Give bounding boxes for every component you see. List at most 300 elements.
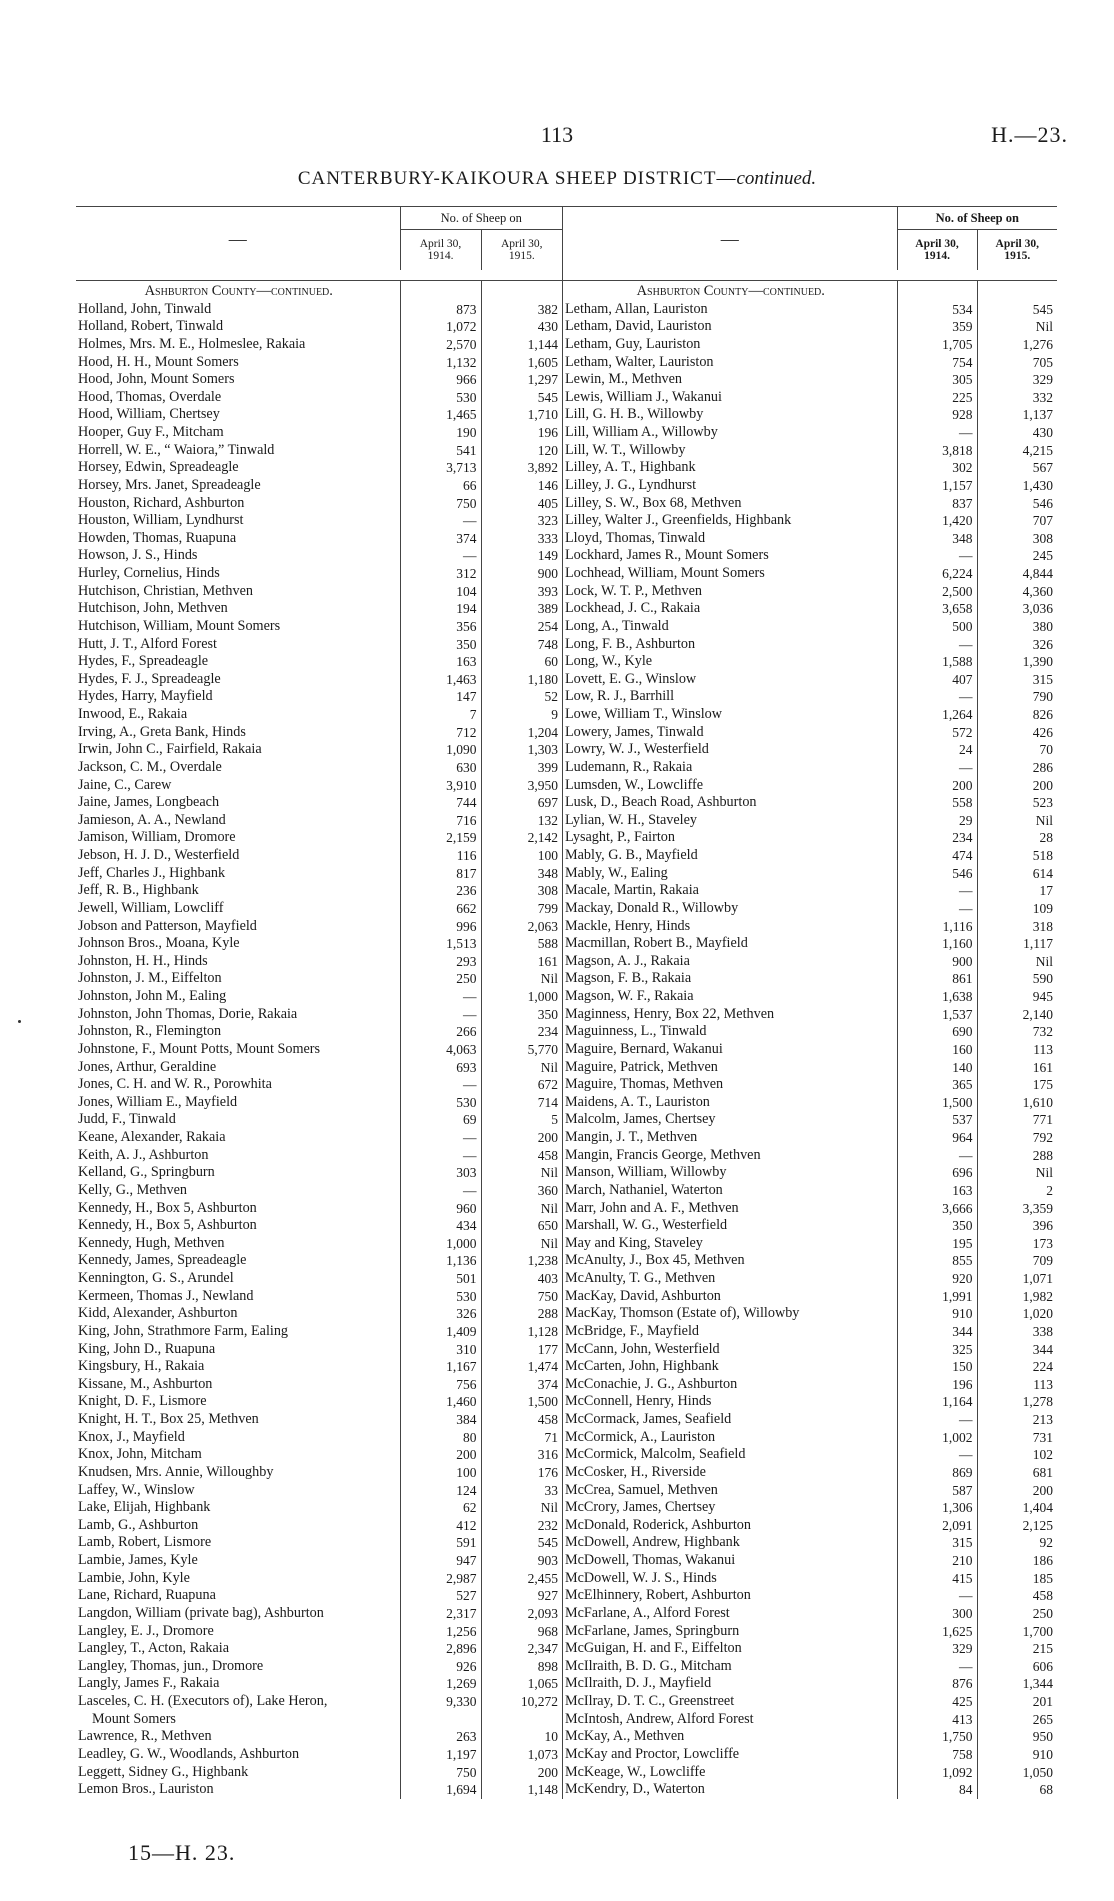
owner-name: Lemon Bros., Lauriston — [78, 1781, 214, 1798]
table-row — [76, 900, 562, 918]
table-row — [563, 1446, 1057, 1464]
sheep-1915: 3,359 — [977, 1200, 1057, 1218]
left-column — [76, 206, 562, 1799]
sheep-1915: 344 — [977, 1341, 1057, 1359]
owner-name: Lovett, E. G., Winslow — [565, 670, 697, 687]
sheep-1914: — — [400, 1129, 481, 1147]
owner-name: Lamb, G., Ashburton — [78, 1516, 199, 1533]
sheep-1915: 748 — [481, 636, 562, 654]
sheep-1914 — [400, 1711, 481, 1729]
owner-name: Inwood, E., Rakaia — [78, 706, 188, 722]
table-row — [563, 1711, 1057, 1729]
owner-name: Magson, A. J., Rakaia — [565, 952, 690, 969]
table-row — [76, 741, 562, 759]
sheep-1914: 350 — [400, 636, 481, 654]
sheep-1914: 1,638 — [897, 988, 977, 1006]
sheep-1914: 960 — [400, 1200, 481, 1218]
table-row — [76, 1587, 562, 1605]
table-row — [563, 477, 1057, 495]
table-row — [563, 829, 1057, 847]
owner-name: McCormick, A., Lauriston — [565, 1428, 716, 1445]
owner-name: Horsey, Edwin, Spreadeagle — [78, 459, 239, 476]
owner-name: Irwin, John C., Fairfield, Rakaia — [78, 741, 262, 758]
section-blank — [897, 281, 977, 301]
sheep-1914: 3,910 — [400, 777, 481, 795]
sheep-1915: 900 — [481, 565, 562, 583]
table-row — [76, 354, 562, 372]
sheep-1915: 968 — [481, 1623, 562, 1641]
sheep-1915: 17 — [977, 882, 1057, 900]
sheep-1914: 415 — [897, 1570, 977, 1588]
sheep-1915: Nil — [977, 1164, 1057, 1182]
sheep-1915: 10,272 — [481, 1693, 562, 1711]
sheep-1915: 799 — [481, 900, 562, 918]
owner-name: Hydes, F. J., Spreadeagle — [78, 670, 221, 687]
owner-name: Lilley, J. G., Lyndhurst — [565, 476, 697, 493]
owner-name: Lysaght, P., Fairton — [565, 829, 675, 846]
owner-name: McConachie, J. G., Ashburton — [565, 1375, 738, 1392]
table-row — [563, 1464, 1057, 1482]
right-table-body — [563, 281, 1057, 1799]
owner-name: Hooper, Guy F., Mitcham — [78, 424, 224, 440]
sheep-1914: 1,197 — [400, 1746, 481, 1764]
table-row — [76, 812, 562, 830]
sheep-1915: 4,215 — [977, 442, 1057, 460]
sheep-1914: 855 — [897, 1252, 977, 1270]
owner-name: McCrory, James, Chertsey — [565, 1499, 716, 1516]
table-row — [563, 424, 1057, 442]
table-row — [563, 1623, 1057, 1641]
table-row — [76, 1570, 562, 1588]
owner-name: Houston, William, Lyndhurst — [78, 512, 244, 529]
table-row — [563, 688, 1057, 706]
sheep-1915: 458 — [481, 1147, 562, 1165]
table-row — [563, 336, 1057, 354]
sheep-1914: 534 — [897, 301, 977, 319]
table-row — [563, 847, 1057, 865]
sheep-1915: 1,404 — [977, 1499, 1057, 1517]
owner-name: Holmes, Mrs. M. E., Holmeslee, Rakaia — [78, 335, 306, 352]
owner-name: Knox, J., Mayfield — [78, 1428, 185, 1445]
table-row — [563, 371, 1057, 389]
table-row — [76, 1411, 562, 1429]
sheep-1914: 756 — [400, 1376, 481, 1394]
sheep-1915: 1,020 — [977, 1305, 1057, 1323]
sheep-1915: 1,073 — [481, 1746, 562, 1764]
table-row — [563, 970, 1057, 988]
table-row — [76, 1323, 562, 1341]
sheep-1914: 926 — [400, 1658, 481, 1676]
owner-name: Knight, H. T., Box 25, Methven — [78, 1411, 259, 1427]
sheep-1914: — — [897, 900, 977, 918]
table-row — [76, 1358, 562, 1376]
table-row — [76, 1640, 562, 1658]
sheep-1914: — — [897, 547, 977, 565]
sheep-1914: 104 — [400, 583, 481, 601]
sheep-1915: 790 — [977, 688, 1057, 706]
table-row — [563, 318, 1057, 336]
table-row — [76, 459, 562, 477]
sheep-1915: 518 — [977, 847, 1057, 865]
sheep-1915: 250 — [977, 1605, 1057, 1623]
sheep-1915: 709 — [977, 1252, 1057, 1270]
owner-name: Kennington, G. S., Arundel — [78, 1270, 234, 1286]
sheep-1914: 303 — [400, 1164, 481, 1182]
sheep-1914: 1,160 — [897, 935, 977, 953]
owner-name: McIlraith, D. J., Mayfield — [565, 1675, 712, 1692]
sheep-1914: 147 — [400, 688, 481, 706]
sheep-1915: 234 — [481, 1023, 562, 1041]
sheep-1914: 434 — [400, 1217, 481, 1235]
sheep-1915: 1,050 — [977, 1764, 1057, 1782]
sheep-1915: 405 — [481, 495, 562, 513]
table-row — [76, 1711, 562, 1729]
owner-name: Manson, William, Willowby — [565, 1164, 727, 1181]
owner-name: Hood, John, Mount Somers — [78, 371, 235, 388]
table-row — [76, 1623, 562, 1641]
table-row — [563, 812, 1057, 830]
owner-name: Hutchison, William, Mount Somers — [78, 617, 281, 634]
owner-name: Johnston, John M., Ealing — [78, 988, 227, 1004]
sheep-1915: 100 — [481, 847, 562, 865]
sheep-1915: 1,710 — [481, 406, 562, 424]
sheep-1914: 630 — [400, 759, 481, 777]
table-row — [76, 495, 562, 513]
sheep-1915: 771 — [977, 1111, 1057, 1129]
header-group: No. of Sheep on — [897, 207, 1057, 230]
owner-name: Langley, Thomas, jun., Dromore — [78, 1657, 264, 1674]
sheep-1915: Nil — [977, 953, 1057, 971]
owner-name: Kissane, M., Ashburton — [78, 1375, 213, 1392]
table-row — [563, 1358, 1057, 1376]
owner-name: Johnston, John Thomas, Dorie, Rakaia — [78, 1005, 298, 1022]
left-table-body — [76, 281, 562, 1799]
owner-name: Hydes, F., Spreadeagle — [78, 653, 209, 670]
sheep-1914: 234 — [897, 829, 977, 847]
owner-name: Maguire, Bernard, Wakanui — [565, 1040, 723, 1057]
sheep-1915: 2,142 — [481, 829, 562, 847]
sheep-1915: 650 — [481, 1217, 562, 1235]
sheep-1914: 190 — [400, 424, 481, 442]
sheep-1915: 458 — [481, 1411, 562, 1429]
table-row — [563, 1605, 1057, 1623]
section-heading-row — [76, 281, 562, 301]
sheep-1914: 384 — [400, 1411, 481, 1429]
table-row — [76, 1517, 562, 1535]
owner-name: Mangin, J. T., Methven — [565, 1129, 698, 1145]
table-row — [76, 636, 562, 654]
owner-name: May and King, Staveley — [565, 1234, 703, 1251]
table-row — [76, 1658, 562, 1676]
table-row — [76, 794, 562, 812]
sheep-1915: 545 — [481, 1534, 562, 1552]
sheep-1914: 150 — [897, 1358, 977, 1376]
table-row — [563, 547, 1057, 565]
sheep-1915: 113 — [977, 1041, 1057, 1059]
owner-name: Langly, James F., Rakaia — [78, 1675, 220, 1692]
owner-name: Lilley, A. T., Highbank — [565, 459, 696, 476]
header-1914 — [897, 230, 977, 271]
sheep-1915: 1,128 — [481, 1323, 562, 1341]
sheep-1914: 1,500 — [897, 1094, 977, 1112]
sheep-1914: 712 — [400, 724, 481, 742]
header-rule — [76, 270, 562, 281]
sheep-1915: 1,144 — [481, 336, 562, 354]
table-row — [563, 530, 1057, 548]
sheep-1914: 1,116 — [897, 918, 977, 936]
sheep-1914: 1,092 — [897, 1764, 977, 1782]
table-row — [563, 1640, 1057, 1658]
owner-name: Mackle, Henry, Hinds — [565, 917, 691, 934]
sheep-1914: 6,224 — [897, 565, 977, 583]
table-row — [76, 1376, 562, 1394]
section-blank — [400, 281, 481, 301]
section-blank — [481, 281, 562, 301]
owner-name: Jobson and Patterson, Mayfield — [78, 917, 257, 934]
sheep-1915: 380 — [977, 618, 1057, 636]
owner-name: Leggett, Sidney G., Highbank — [78, 1763, 249, 1780]
owner-name: Low, R. J., Barrhill — [565, 688, 675, 705]
table-row — [76, 1164, 562, 1182]
owner-name: King, John, Strathmore Farm, Ealing — [78, 1322, 289, 1339]
owner-name: Long, W., Kyle — [565, 653, 653, 670]
table-row — [76, 688, 562, 706]
sheep-1915: Nil — [977, 318, 1057, 336]
sheep-1915: 1,065 — [481, 1675, 562, 1693]
table-row — [76, 1534, 562, 1552]
sheep-1914: 1,460 — [400, 1393, 481, 1411]
table-row — [563, 600, 1057, 618]
sheep-1915: 201 — [977, 1693, 1057, 1711]
sheep-1915: 3,892 — [481, 459, 562, 477]
header-1914-line2: 1914. — [427, 250, 454, 262]
sheep-1915: 588 — [481, 935, 562, 953]
sheep-1915: 903 — [481, 1552, 562, 1570]
sheep-1914: — — [897, 1587, 977, 1605]
sheep-1915: 545 — [977, 301, 1057, 319]
sheep-1914: 861 — [897, 970, 977, 988]
sheep-1915: 146 — [481, 477, 562, 495]
sheep-1914: 696 — [897, 1164, 977, 1182]
sheep-1914: 348 — [897, 530, 977, 548]
owner-name: Lake, Elijah, Highbank — [78, 1499, 211, 1516]
owner-name: Horrell, W. E., “ Waiora,” Tinwald — [78, 441, 275, 458]
owner-name: Lowery, James, Tinwald — [565, 723, 704, 740]
sheep-1914: 716 — [400, 812, 481, 830]
owner-name: Lowry, W. J., Westerfield — [565, 741, 709, 758]
sheep-1915: Nil — [481, 1499, 562, 1517]
owner-name: Lambie, James, Kyle — [78, 1552, 198, 1568]
title-main: CANTERBURY-KAIKOURA SHEEP DISTRICT— — [297, 168, 737, 189]
table-row — [76, 829, 562, 847]
sheep-1914: 3,713 — [400, 459, 481, 477]
sheep-1914: 966 — [400, 371, 481, 389]
sheep-1914: 124 — [400, 1482, 481, 1500]
sheep-1915: 426 — [977, 724, 1057, 742]
sheep-1914: 1,463 — [400, 671, 481, 689]
owner-name: Lill, William A., Willowby — [565, 424, 718, 440]
table-row — [76, 1076, 562, 1094]
sheep-1914: 1,090 — [400, 741, 481, 759]
owner-name: Maginness, Henry, Box 22, Methven — [565, 1005, 775, 1022]
sheep-1915: 523 — [977, 794, 1057, 812]
sheep-1915: 614 — [977, 865, 1057, 883]
table-row — [563, 1129, 1057, 1147]
table-row — [563, 1411, 1057, 1429]
table-row — [76, 1235, 562, 1253]
table-row — [76, 1446, 562, 1464]
table-row — [563, 671, 1057, 689]
sheep-1914: 413 — [897, 1711, 977, 1729]
owner-name: Jones, William E., Mayfield — [78, 1093, 238, 1110]
sheep-1914: 300 — [897, 1605, 977, 1623]
sheep-1915: 697 — [481, 794, 562, 812]
owner-name: Maguire, Patrick, Methven — [565, 1058, 718, 1075]
sheep-1914: 2,091 — [897, 1517, 977, 1535]
sheep-1915: Nil — [977, 812, 1057, 830]
sheep-1915: 333 — [481, 530, 562, 548]
sheep-1914: 587 — [897, 1482, 977, 1500]
sheep-1915: 2,063 — [481, 918, 562, 936]
sheep-1914: 817 — [400, 865, 481, 883]
owner-name: Long, F. B., Ashburton — [565, 635, 696, 652]
owner-name: Kennedy, James, Spreadeagle — [78, 1252, 247, 1269]
table-row — [76, 1693, 562, 1711]
table-row — [76, 1764, 562, 1782]
sheep-1914: 1,157 — [897, 477, 977, 495]
sheep-1915: 224 — [977, 1358, 1057, 1376]
table-row — [563, 1429, 1057, 1447]
table-row — [563, 1499, 1057, 1517]
table-row — [76, 882, 562, 900]
table-row — [76, 583, 562, 601]
owner-name: Lilley, S. W., Box 68, Methven — [565, 494, 742, 511]
owner-name: McFarlane, James, Springburn — [565, 1622, 740, 1639]
header-1914-line1: April 30, — [915, 238, 959, 250]
table-row — [563, 741, 1057, 759]
owner-name: Hood, H. H., Mount Somers — [78, 353, 239, 370]
header-group: No. of Sheep on — [400, 207, 562, 230]
table-row — [563, 1658, 1057, 1676]
owner-name: Langdon, William (private bag), Ashburton — [78, 1604, 324, 1621]
table-row — [563, 653, 1057, 671]
sheep-1914: 163 — [400, 653, 481, 671]
sheep-1915: 288 — [977, 1147, 1057, 1165]
table-row — [563, 389, 1057, 407]
header-1915 — [481, 230, 562, 271]
table-row — [563, 565, 1057, 583]
sheep-1915: 316 — [481, 1446, 562, 1464]
owner-name: Marr, John and A. F., Methven — [565, 1199, 739, 1216]
sheep-1915: 374 — [481, 1376, 562, 1394]
table-row — [76, 442, 562, 460]
sheep-1914: 310 — [400, 1341, 481, 1359]
sheep-1914: 744 — [400, 794, 481, 812]
table-row — [563, 1059, 1057, 1077]
sheep-1915: 707 — [977, 512, 1057, 530]
sheep-1915: 1,204 — [481, 724, 562, 742]
sheep-1915: 132 — [481, 812, 562, 830]
sheep-1915: Nil — [481, 1059, 562, 1077]
sheep-1915: 2,455 — [481, 1570, 562, 1588]
sheep-1915: 792 — [977, 1129, 1057, 1147]
sheep-1914: 315 — [897, 1534, 977, 1552]
sheep-1914: 225 — [897, 389, 977, 407]
owner-name: Lasceles, C. H. (Executors of), Lake Heron, — [78, 1693, 328, 1709]
sheep-1914: 2,500 — [897, 583, 977, 601]
sheep-1915 — [481, 1711, 562, 1729]
section-heading: Ashburton County—continued. — [144, 283, 333, 299]
sheep-1914: 62 — [400, 1499, 481, 1517]
table-row — [563, 442, 1057, 460]
table-row — [563, 618, 1057, 636]
sheep-1915: 350 — [481, 1006, 562, 1024]
owner-name: McElhinnery, Robert, Ashburton — [565, 1587, 751, 1604]
sheep-1915: 254 — [481, 618, 562, 636]
table-row — [563, 988, 1057, 1006]
table-row — [76, 1200, 562, 1218]
owner-name: McCarten, John, Highbank — [565, 1358, 719, 1375]
owner-name: Lambie, John, Kyle — [78, 1569, 190, 1586]
sheep-1915: 590 — [977, 970, 1057, 988]
owner-name: Irving, A., Greta Bank, Hinds — [78, 723, 246, 740]
owner-name: McKay, A., Methven — [565, 1728, 685, 1745]
sheep-1914: 66 — [400, 477, 481, 495]
sheep-1914: — — [897, 1411, 977, 1429]
owner-name: King, John D., Ruapuna — [78, 1340, 216, 1357]
sheep-1915: 1,344 — [977, 1675, 1057, 1693]
sheep-1914: 1,694 — [400, 1781, 481, 1799]
page-title — [0, 168, 1114, 190]
sheep-1915: 1,500 — [481, 1393, 562, 1411]
table-row — [76, 301, 562, 319]
right-table — [563, 206, 1057, 1799]
table-row — [76, 865, 562, 883]
owner-name: Mangin, Francis George, Methven — [565, 1146, 761, 1163]
table-row — [563, 882, 1057, 900]
sheep-1915: 286 — [977, 759, 1057, 777]
sheep-1914: — — [897, 882, 977, 900]
table-row — [76, 318, 562, 336]
sheep-1914: 3,666 — [897, 1200, 977, 1218]
table-row — [76, 565, 562, 583]
header-1914 — [400, 230, 481, 271]
sheep-1914: 293 — [400, 953, 481, 971]
sheep-1914: 876 — [897, 1675, 977, 1693]
sheep-1914: 196 — [897, 1376, 977, 1394]
owner-name: McFarlane, A., Alford Forest — [565, 1604, 730, 1621]
sheep-1914: 501 — [400, 1270, 481, 1288]
owner-name: Knight, D. F., Lismore — [78, 1393, 207, 1410]
table-row — [76, 1464, 562, 1482]
sheep-1915: 326 — [977, 636, 1057, 654]
header-1914-line1: April 30, — [419, 238, 462, 250]
table-row — [76, 1129, 562, 1147]
owner-name: McConnell, Henry, Hinds — [565, 1393, 712, 1410]
owner-name: Letham, Allan, Lauriston — [565, 300, 708, 317]
table-row — [563, 900, 1057, 918]
owner-name: McGuigan, H. and F., Eiffelton — [565, 1640, 742, 1657]
table-row — [76, 1252, 562, 1270]
sheep-1915: 1,117 — [977, 935, 1057, 953]
sheep-1914: 329 — [897, 1640, 977, 1658]
table-row — [563, 1023, 1057, 1041]
owner-name: Hutt, J. T., Alford Forest — [78, 635, 217, 652]
owner-name: McDowell, Thomas, Wakanui — [565, 1552, 736, 1568]
table-row — [76, 1182, 562, 1200]
owner-name: Laffey, W., Winslow — [78, 1481, 195, 1498]
sheep-1915: 265 — [977, 1711, 1057, 1729]
